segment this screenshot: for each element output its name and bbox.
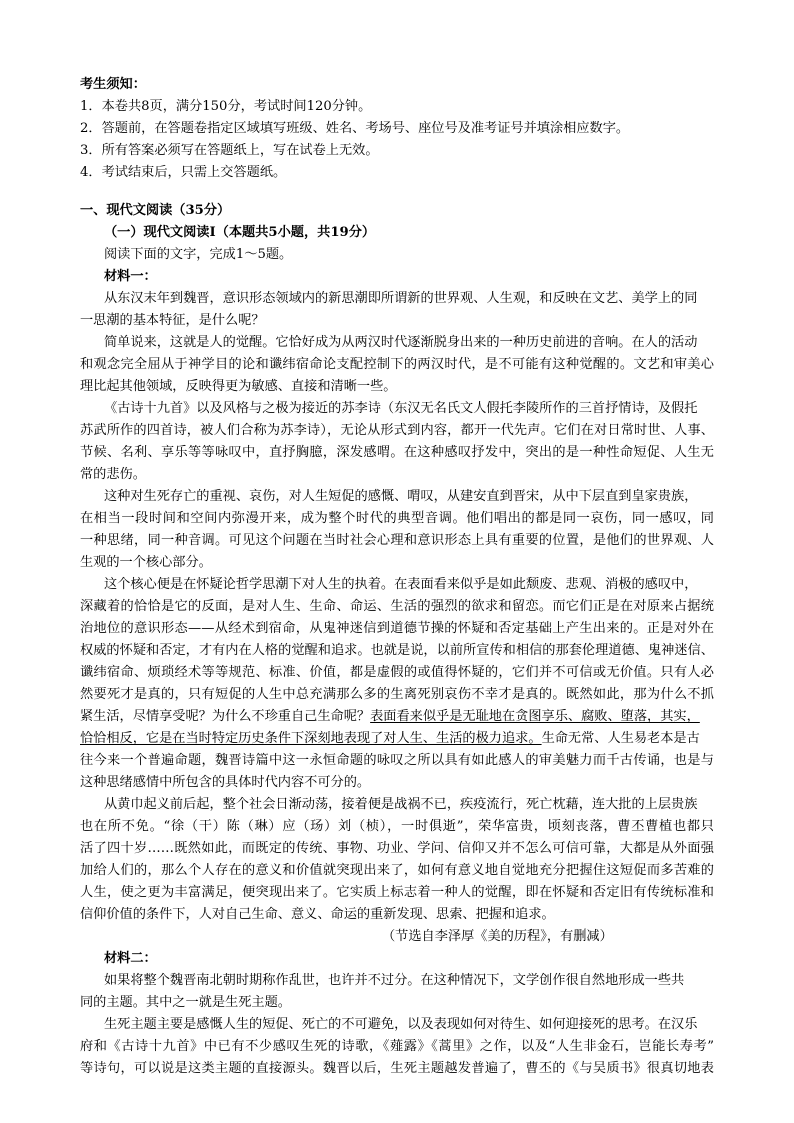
body-line-mixed (80, 706, 700, 728)
body-line: 生死主题主要是感慨人生的短促、死亡的不可避免，以及表现如何对待生、如何迎接死的思考。在汉乐 (104, 1017, 698, 1032)
body-line: 同的主题。其中之一就是生死主题。 (80, 995, 291, 1010)
body-line: 府和《古诗十九首》中已有不少感叹生死的诗歌，《薤露》《蒿里》之作，以及“人生非金石，岂能长寿考” (80, 1039, 714, 1054)
section-heading: 一、现代文阅读（35分） (80, 203, 231, 218)
body-line: 从黄巾起义前后起，整个社会日渐动荡，接着便是战祸不已，疾疫流行，死亡枕藉，连大批的上层贵族 (104, 797, 698, 812)
body-line: 从东汉末年到魏晋，意识形态领域内的新思潮即所谓新的世界观、人生观，和反映在文艺、美学上的同 (104, 291, 698, 306)
body-line: 等诗句，可以说是这类主题的直接源头。魏晋以后，生死主题越发普遍了，曹丕的《与吴质书》很真切地表 (80, 1061, 714, 1076)
body-line: 苏武所作的四首诗，被人们合称为苏李诗），无论从形式到内容，都开一代先声。它们在对日常时世、人事、 (80, 423, 714, 438)
body-text: 生命无常、人生易老本是古 (541, 731, 700, 746)
body-line: 常的悲伤。 (80, 467, 146, 482)
body-line: 谶纬宿命、烦琐经术等等规范、标准、价值，都是虚假的或值得怀疑的，它们并不可信或无价值。只有人必 (80, 665, 714, 680)
body-line: 往今来一个普遍命题，魏晋诗篇中这一永恒命题的咏叹之所以具有如此感人的审美魅力而千古传诵，也是与 (80, 753, 714, 768)
body-line: 加给人们的，那么个人存在的意义和价值就突现出来了，如何有意义地自觉地充分把握住这短促而多苦难的 (80, 863, 714, 878)
body-line: 深藏着的恰恰是它的反面，是对人生、生命、命运、生活的强烈的欲求和留恋。而它们正是在对原来占据统 (80, 599, 714, 614)
body-line: 和观念完全屈从于神学目的论和谶纬宿命论支配控制下的两汉时代，是不可能有这种觉醒的。文艺和审美心 (80, 357, 714, 372)
notice-title: 考生须知： (80, 77, 146, 92)
underlined-text: 表面看来似乎是无耻地在贪图享乐、腐败、堕落，其实， (370, 709, 700, 724)
reading-instruction: 阅读下面的文字，完成1～5题。 (104, 247, 293, 262)
body-line: 权威的怀疑和否定，才有内在人格的觉醒和追求。也就是说，以前所宣传和相信的那套伦理道德、鬼神迷信、 (80, 643, 714, 658)
body-line: 这种思绪感情中所包含的具体时代内容不可分的。 (80, 775, 371, 790)
body-line: 理比起其他领域，反映得更为敏感、直接和清晰一些。 (80, 379, 397, 394)
body-line: 生观的一个核心部分。 (80, 555, 212, 570)
section-subheading: （一）现代文阅读Ⅰ（本题共5小题，共19分） (104, 225, 376, 240)
body-text: 紧生活，尽情享受呢？为什么不珍重自己生命呢？ (80, 709, 371, 724)
source-citation: （节选自李泽厚《美的历程》，有删减） (382, 929, 613, 944)
underlined-text: 恰恰相反，它是在当时特定历史条件下深刻地表现了对人生、生活的极力追求。 (80, 731, 542, 746)
body-line: 这个核心便是在怀疑论哲学思潮下对人生的执着。在表面看来似乎是如此颓废、悲观、消极的感叹中， (104, 577, 698, 592)
body-line: 《古诗十九首》以及风格与之极为接近的苏李诗（东汉无名氏文人假托李陵所作的三首抒情诗，及假托 (104, 401, 698, 416)
body-line: 一种思绪，同一种音调。可见这个问题在当时社会心理和意识形态上具有重要的位置，是他们的世界观、人 (80, 533, 714, 548)
notice-item: 4．考试结束后，只需上交答题纸。 (80, 165, 287, 180)
body-line-mixed (80, 728, 700, 750)
body-line: 节候、名利、享乐等等咏叹中，直抒胸臆，深发感喟。在这种感叹抒发中，突出的是一种性命短促、人生无 (80, 445, 714, 460)
notice-item: 3．所有答案必须写在答题纸上，写在试卷上无效。 (80, 143, 379, 158)
body-line: 然要死才是真的，只有短促的人生中总充满那么多的生离死别哀伤不幸才是真的。既然如此，那为什么不抓 (80, 687, 714, 702)
body-line: 在相当一段时间和空间内弥漫开来，成为整个时代的典型音调。他们唱出的都是同一哀伤，同一感叹，同 (80, 511, 714, 526)
body-line: 这种对生死存亡的重视、哀伤，对人生短促的感慨、喟叹，从建安直到晋宋，从中下层直到皇家贵族， (104, 489, 698, 504)
notice-item: 1．本卷共8页，满分150分，考试时间120分钟。 (80, 99, 372, 114)
body-line: 人生，使之更为丰富满足，便突现出来了。它实质上标志着一种人的觉醒，即在怀疑和否定旧有传统标准和 (80, 885, 714, 900)
notice-item: 2．答题前，在答题卷指定区域填写班级、姓名、考场号、座位号及准考证号并填涂相应数字。 (80, 121, 630, 136)
body-line: 一思潮的基本特征，是什么呢？ (80, 313, 265, 328)
body-line: 治地位的意识形态——从经术到宿命，从鬼神迷信到道德节操的怀疑和否定基础上产生出来的。正是对外在 (80, 621, 714, 636)
body-line: 简单说来，这就是人的觉醒。它恰好成为从两汉时代逐渐脱身出来的一种历史前进的音响。在人的活动 (104, 335, 698, 350)
body-line: 信仰价值的条件下，人对自己生命、意义、命运的重新发现、思索、把握和追求。 (80, 907, 555, 922)
body-line: 也在所不免。“徐（干）陈（琳）应（玚）刘（桢），一时俱逝”，荣华富贵，顷刻丧落，曹丕曹植也都只 (80, 819, 714, 834)
body-line: 活了四十岁……既然如此，而既定的传统、事物、功业、学问、信仰又并不怎么可信可靠，大都是从外面强 (80, 841, 714, 856)
body-line: 如果将整个魏晋南北朝时期称作乱世，也许并不过分。在这种情况下，文学创作很自然地形成一些共 (104, 973, 685, 988)
material-2-label: 材料二： (104, 951, 157, 966)
material-1-label: 材料一： (104, 269, 157, 284)
